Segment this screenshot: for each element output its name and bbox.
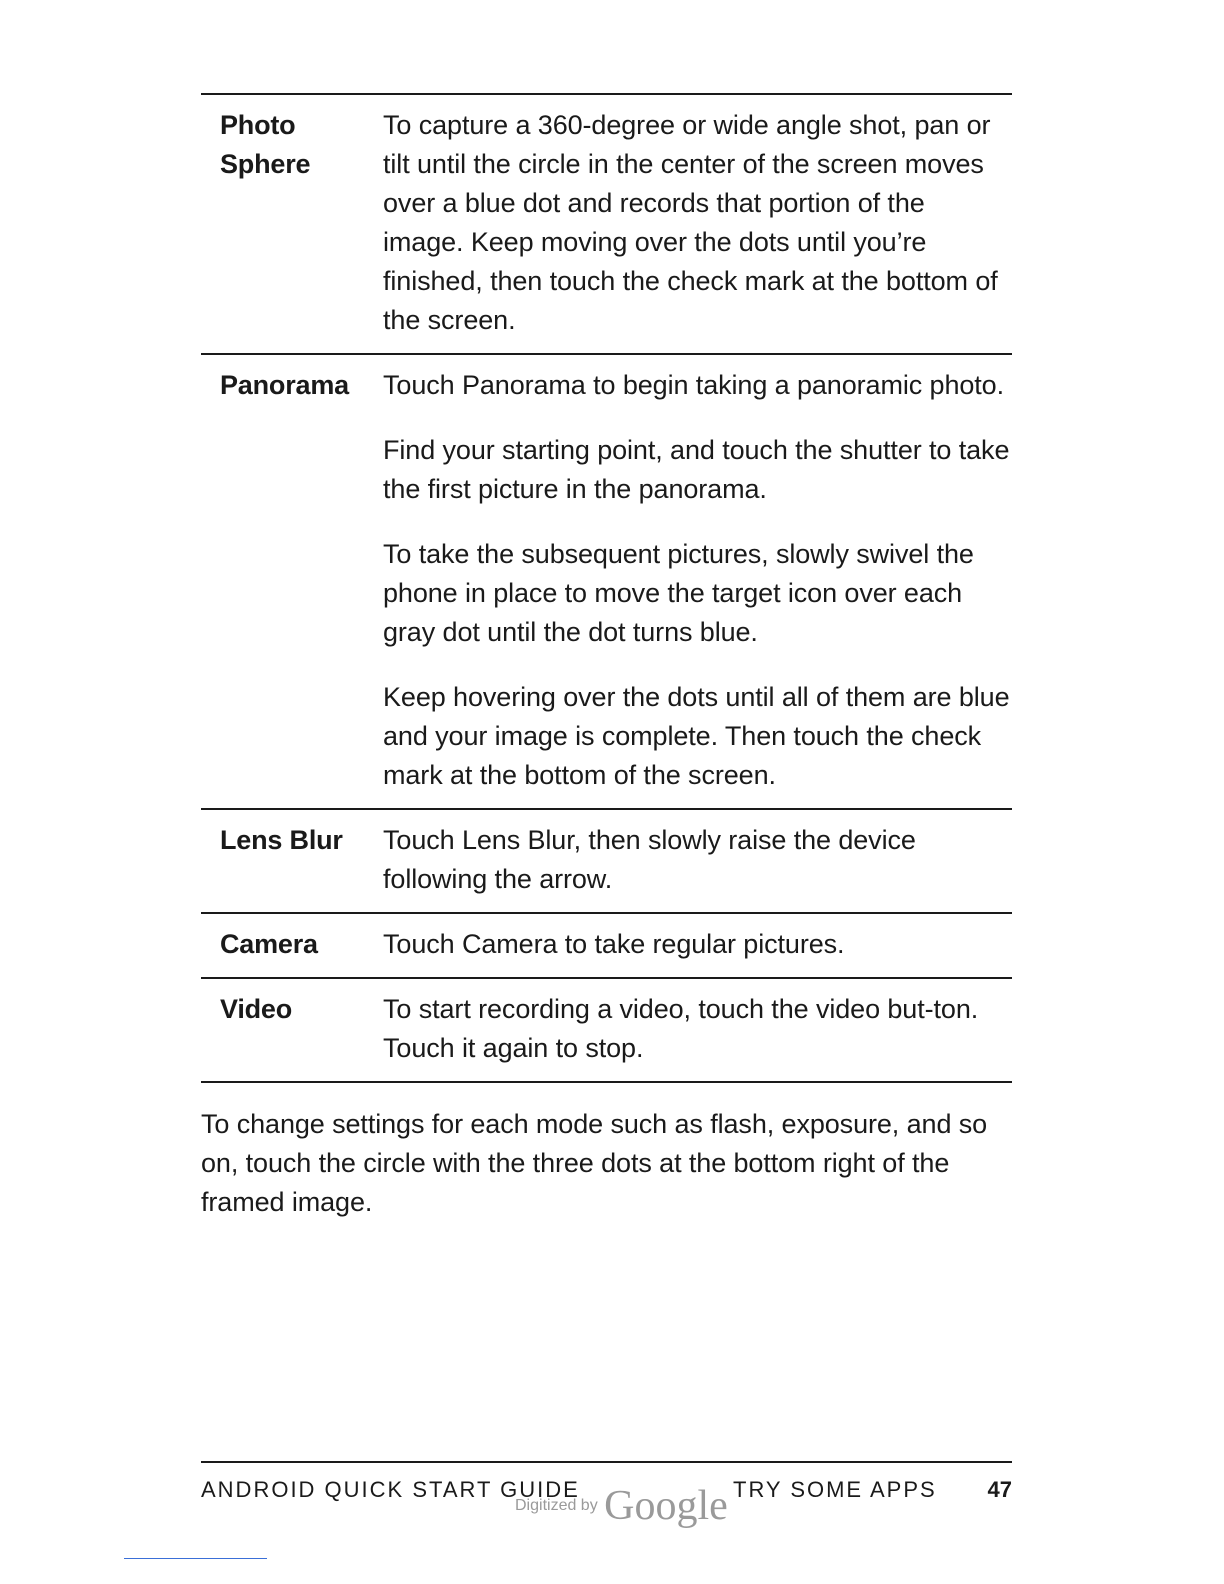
description-paragraph: Touch Lens Blur, then slowly raise the device following the arrow. [383, 825, 916, 894]
mode-row-panorama [201, 353, 1012, 808]
mode-name: Panorama [220, 370, 349, 400]
page-number: 47 [987, 1477, 1012, 1502]
description-paragraph: To capture a 360-degree or wide angle shot, pan or tilt until the circle in the center of the screen moves over a blue dot and records that portion of the image. Keep moving over the dots until you’re finished, then touch the check mark at the bottom of the screen. [383, 110, 998, 335]
mode-description [383, 990, 1012, 1068]
mode-row-camera [201, 912, 1012, 977]
mode-name: Lens Blur [220, 825, 343, 855]
scan-edge-line [124, 1558, 267, 1559]
description-paragraph: Find your starting point, and touch the shutter to take the first picture in the panorama. [383, 435, 1010, 504]
mode-description [383, 366, 1012, 795]
footer-book-title: ANDROID QUICK START GUIDE [201, 1477, 580, 1502]
mode-name: Video [220, 994, 293, 1024]
watermark-prefix: Digitized by [515, 1497, 598, 1514]
mode-row-video [201, 977, 1012, 1083]
mode-description [383, 925, 1012, 964]
mode-row-photo-sphere [201, 93, 1012, 353]
google-logo: Google [604, 1483, 728, 1529]
mode-name: Camera [220, 929, 318, 959]
description-paragraph: To start recording a video, touch the video but-ton. Touch it again to stop. [383, 994, 979, 1063]
description-paragraph: Keep hovering over the dots until all of them are blue and your image is complete. Then touch the check mark at the bottom of the screen. [383, 682, 1010, 790]
mode-description [383, 106, 1012, 340]
mode-name: Photo Sphere [220, 110, 311, 179]
mode-description [383, 821, 1012, 899]
digitized-watermark [515, 1482, 728, 1530]
description-paragraph: Touch Camera to take regular pictures. [383, 929, 845, 959]
document-page [201, 93, 1012, 1222]
description-paragraph: Touch Panorama to begin taking a panoramic photo. [383, 370, 1005, 400]
mode-row-lens-blur [201, 808, 1012, 912]
closing-paragraph: To change settings for each mode such as flash, exposure, and so on, touch the circle with the three dots at the bottom right of the framed image. [201, 1109, 988, 1217]
description-paragraph: To take the subsequent pictures, slowly swivel the phone in place to move the target icon over each gray dot until the dot turns blue. [383, 539, 974, 647]
footer-chapter-title: TRY SOME APPS [733, 1477, 937, 1502]
